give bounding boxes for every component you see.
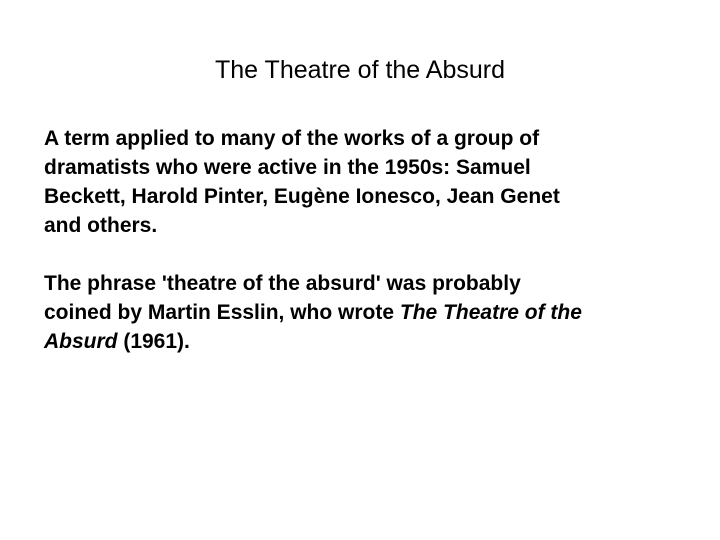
paragraph-line: dramatists who were active in the 1950s: Samuel bbox=[44, 156, 531, 179]
paragraph-line: Beckett, Harold Pinter, Eugène Ionesco, Jean Genet bbox=[44, 185, 560, 208]
paragraph-line: A term applied to many of the works of a group of bbox=[44, 127, 540, 150]
paragraph-line: The phrase 'theatre of the absurd' was probably bbox=[44, 272, 521, 295]
book-title-italic: The Theatre of the bbox=[399, 301, 582, 324]
book-title-italic: Absurd bbox=[44, 330, 118, 353]
line-text: coined by Martin Esslin, who wrote bbox=[44, 301, 400, 324]
paragraph-line bbox=[44, 298, 684, 327]
slide-title: The Theatre of the Absurd bbox=[214, 56, 505, 84]
origin-paragraph bbox=[44, 269, 684, 356]
line-text: (1961). bbox=[117, 330, 190, 353]
paragraph-line bbox=[44, 327, 684, 356]
definition-paragraph bbox=[44, 124, 684, 240]
slide-body bbox=[44, 124, 684, 385]
paragraph-line: and others. bbox=[44, 214, 158, 237]
